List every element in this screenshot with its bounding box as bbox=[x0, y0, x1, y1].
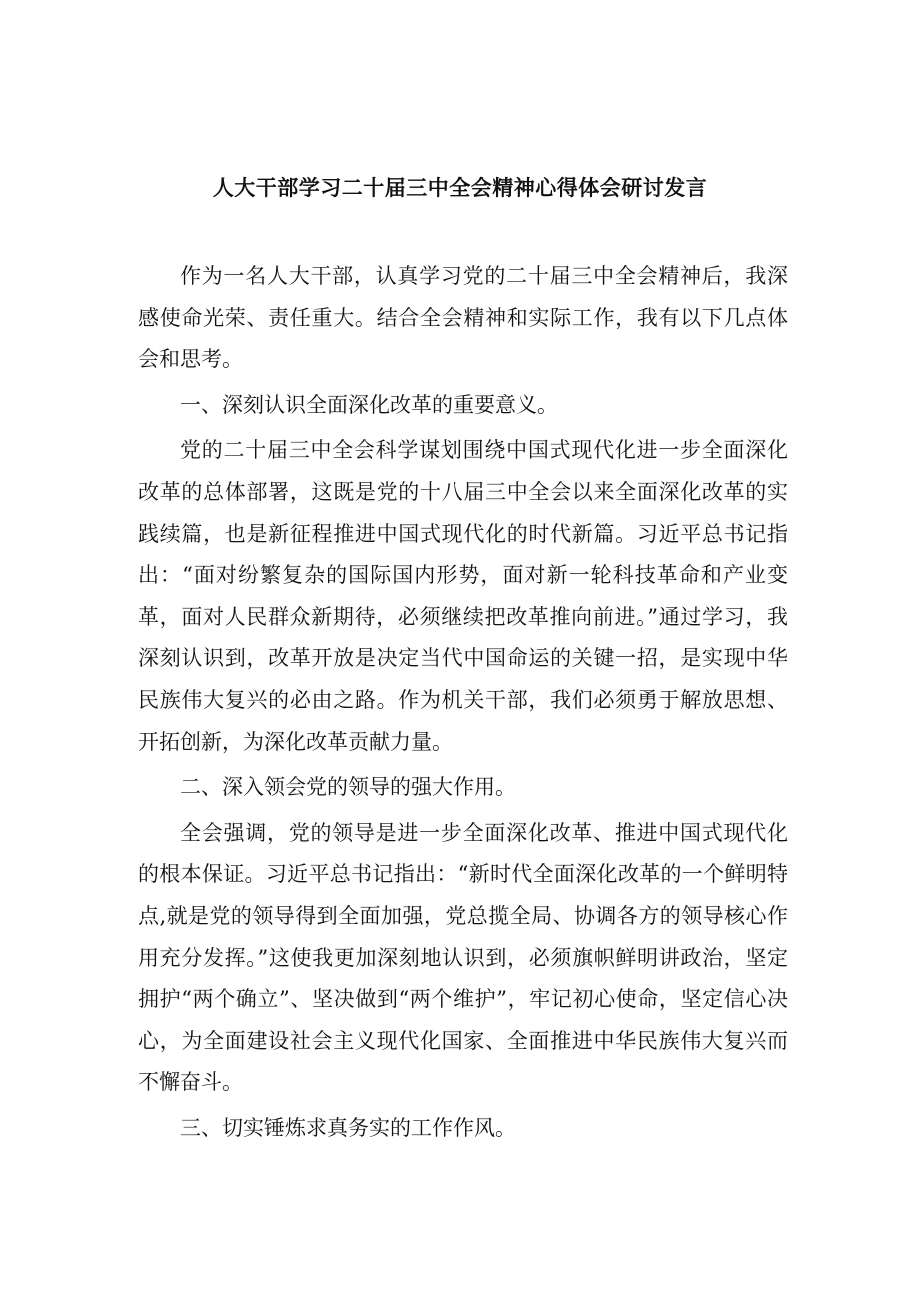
page-title: 人大干部学习二十届三中全会精神心得体会研讨发言 bbox=[212, 175, 708, 200]
section-heading-3: 三、切实锤炼求真务实的工作作风。 bbox=[180, 1115, 516, 1140]
section-body-2: 全会强调，党的领导是进一步全面深化改革、推进中国式现代化的根本保证。习近平总书记指出：“新时代全面深化改革的一个鲜明特点,就是党的领导得到全面加强，党总揽全局、协调各方的领导核心作用充分发挥。”这使我更加深刻地认识到，必须旗帜鲜明讲政治，坚定拥护“两个确立”、坚决做到“两个维护”，牢记初心使命，坚定信心决心，为全面建设社会主义现代化国家、全面推进中华民族伟大复兴而不懈奋斗。 bbox=[138, 820, 788, 1095]
section-heading-1: 一、深刻认识全面深化改革的重要意义。 bbox=[180, 392, 558, 417]
document-body bbox=[138, 256, 788, 1153]
section-heading-2: 二、深入领会党的领导的强大作用。 bbox=[180, 775, 516, 800]
section-body-1: 党的二十届三中全会科学谋划围绕中国式现代化进一步全面深化改革的总体部署，这既是党的十八届三中全会以来全面深化改革的实践续篇，也是新征程推进中国式现代化的时代新篇。习近平总书记指出：“面对纷繁复杂的国际国内形势，面对新一轮科技革命和产业变革，面对人民群众新期待，必须继续把改革推向前进。”通过学习，我深刻认识到，改革开放是决定当代中国命运的关键一招，是实现中华民族伟大复兴的必由之路。作为机关干部，我们必须勇于解放思想、开拓创新，为深化改革贡献力量。 bbox=[138, 438, 788, 754]
intro-paragraph: 作为一名人大干部，认真学习党的二十届三中全会精神后，我深感使命光荣、责任重大。结合全会精神和实际工作，我有以下几点体会和思考。 bbox=[138, 264, 788, 372]
